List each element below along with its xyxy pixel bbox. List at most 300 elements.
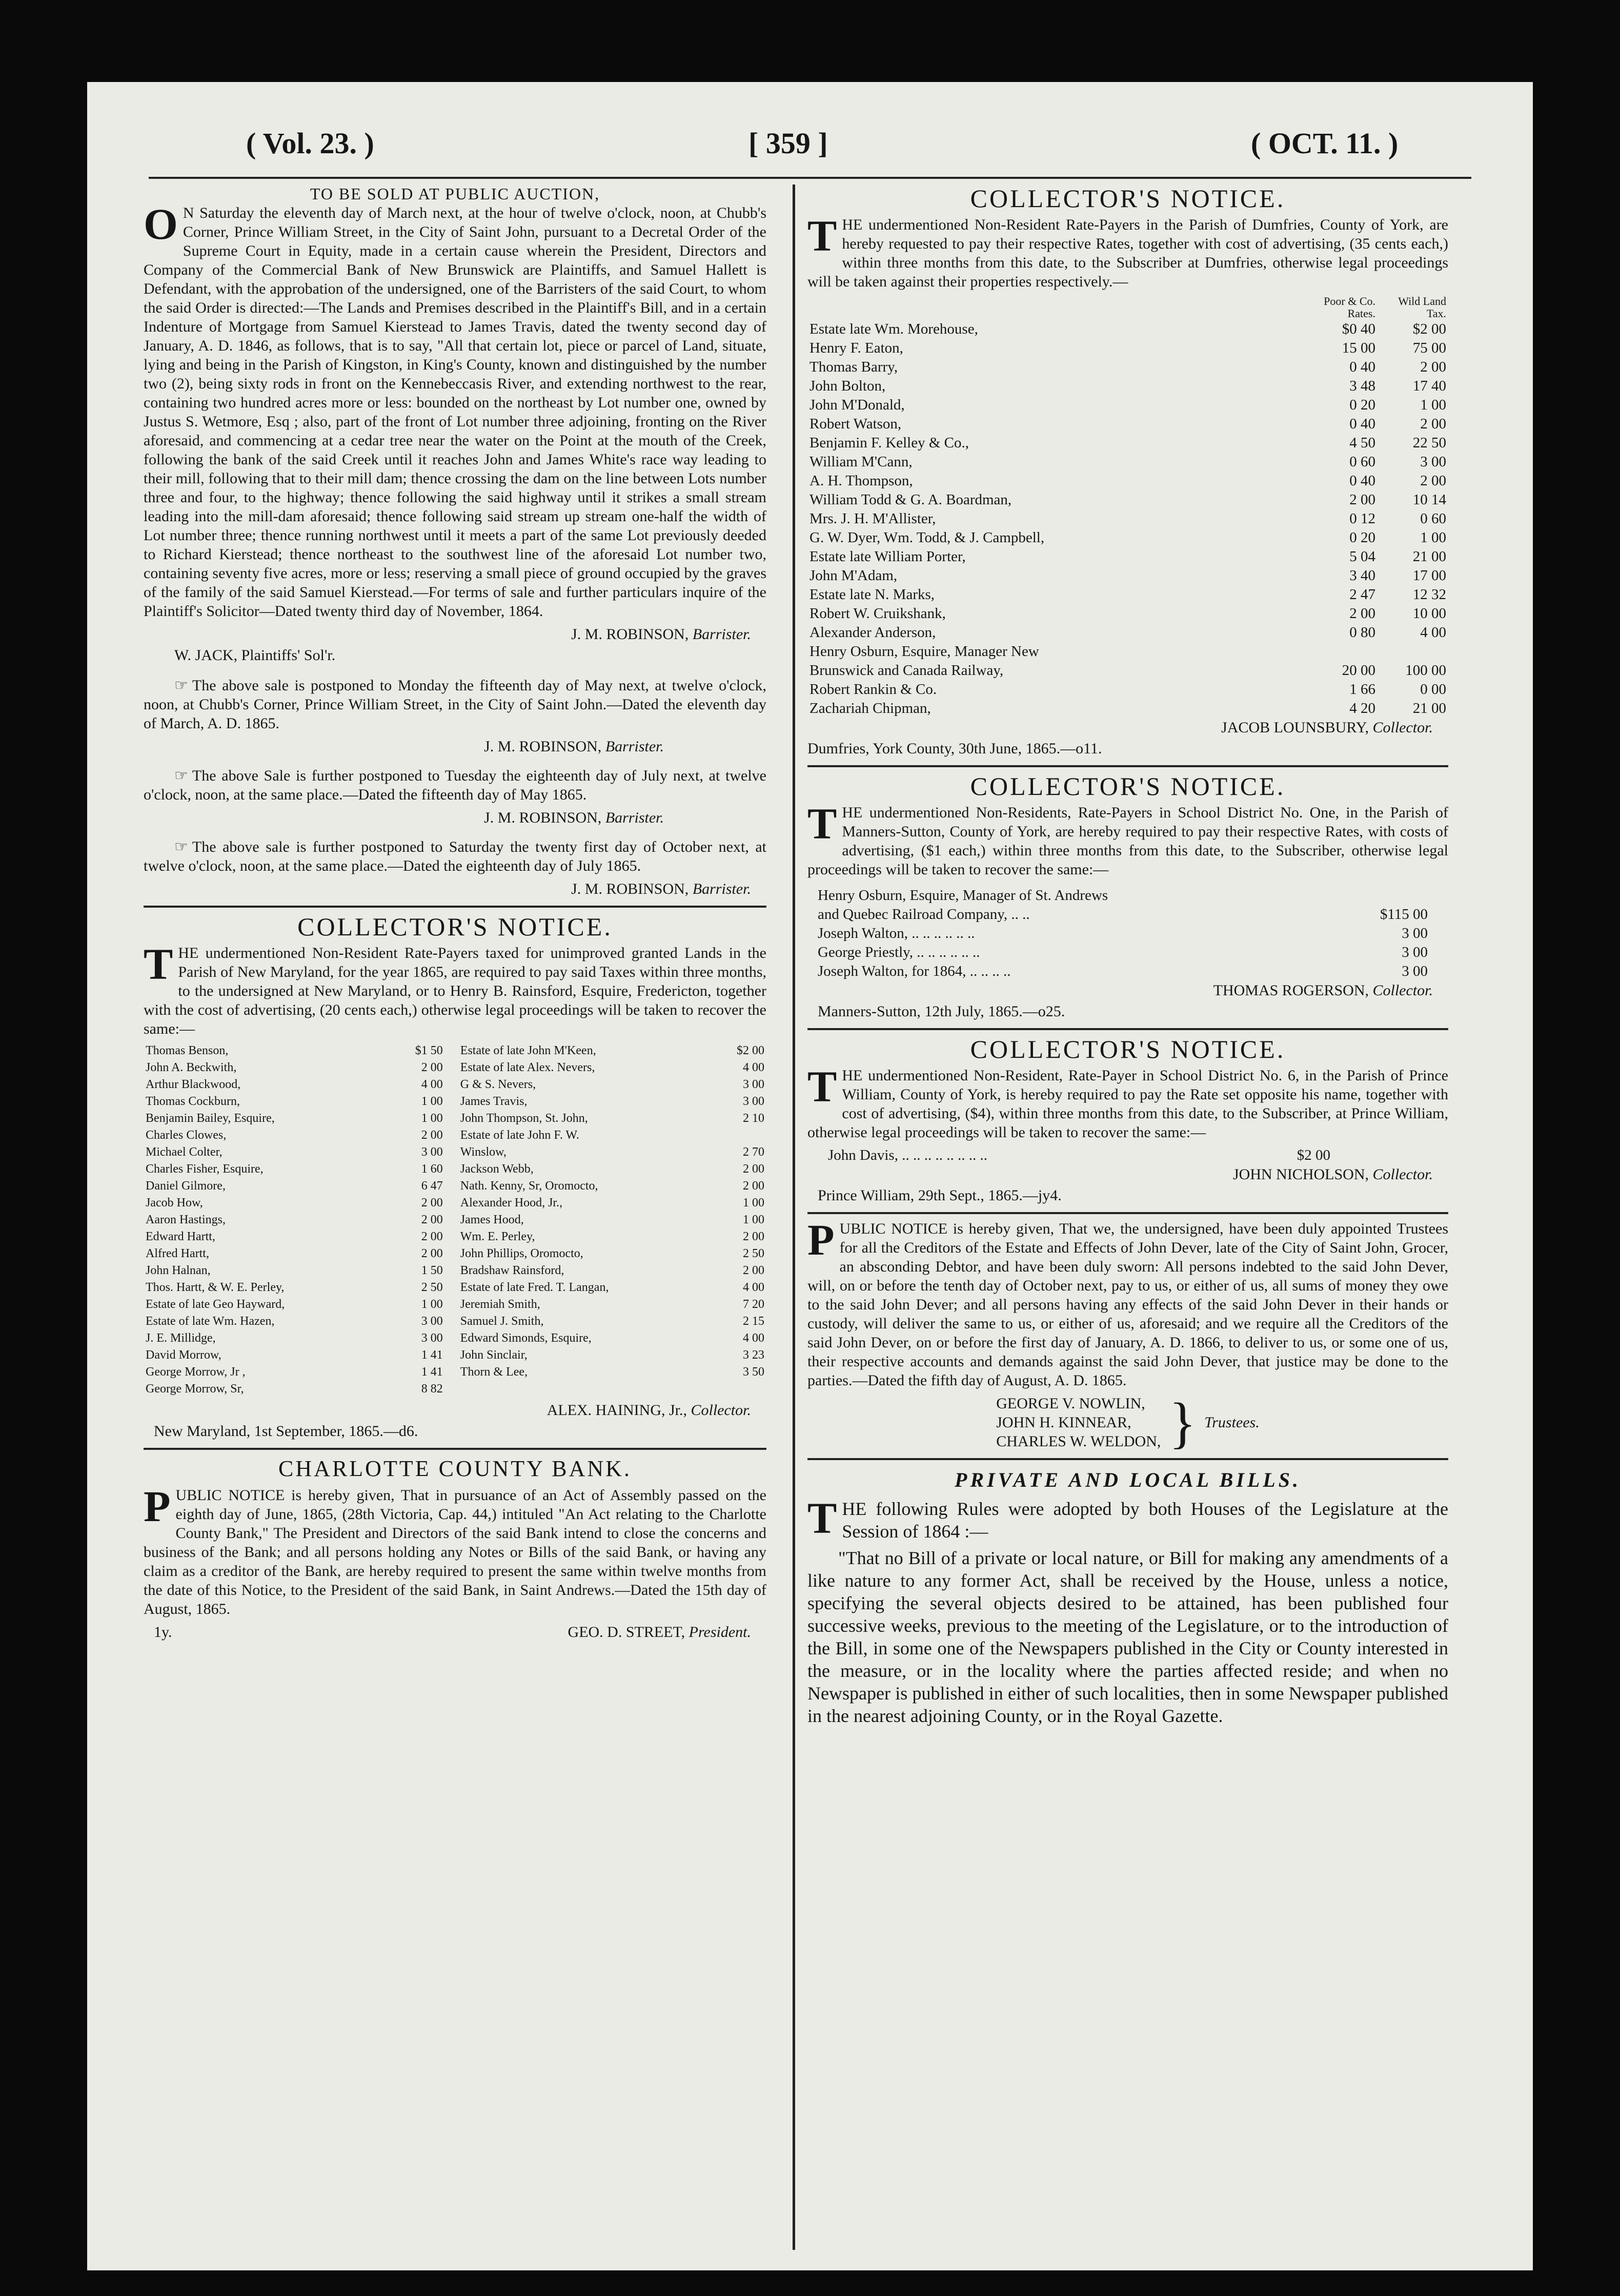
table-row xyxy=(807,1146,1448,1165)
tax-amount: 2 00 xyxy=(743,1179,764,1193)
rate-payer-name: Henry Osburn, Esquire, Manager New xyxy=(809,643,1039,660)
rate-payer-name: Jackson Webb, xyxy=(460,1162,534,1176)
table-row xyxy=(144,1212,766,1228)
section-divider xyxy=(807,1458,1448,1460)
poor-rate: 0 20 xyxy=(1349,397,1375,413)
auction-body: ON Saturday the eleventh day of March next, at the hour of twelve o'clock, noon, at Chubb's Corner, Prince William Street, in the City of Saint John, pursuant to a Decretal Order of the Supreme Court in Equity, made in a certain cause wherein the President, Directors and Company of the Commercial Bank of New Brunswick are Plaintiffs, and Samuel Hallett is Defendant, with the approbation of the undersigned, one of the Barristers of the said Court, to whom the said Order is directed:—The Lands and Premises described in the Plaintiff's Bill, and in a certain Indenture of Mortgage from Samuel Kierstead to James Travis, dated the twenty second day of January, A. D. 1846, as follows, that is to say, "All that certain lot, piece or parcel of Land, situate, lying and being in the Parish of Kingston, in King's County, known and distinguished by the number two (2), being sixty rods in front on the Kennebeccasis River, and extending northwest to the rear, containing two hundred acres more or less: bounded on the northeast by Lot number one, owned by Justus S. Wetmore, Esq ; also, part of the front of Lot number three adjoining, fronting on the River aforesaid, and commencing at a cedar tree near the water on the Point at the mouth of the Creek, following the bank of the said Creek until it reaches John and James White's race way leading to their mill, following that to their mill dam; thence crossing the dam on the line between Lots number three and four, to the highway; thence following the said highway until it strikes a small stream leading into the mill-dam aforesaid; thence following said stream up stream one-half the width of Lot number three; thence running northwest until it meets a part of the same Lot previously deeded to Richard Kierstead; thence northeast to the southwest line of the aforesaid Lot number two, containing seventy five acres, more or less; reserving a small piece of ground occupied by the graves of the family of the said Samuel Kierstead.—For terms of sale and further particulars inquire of the Plaintiff's Solicitor—Dated twenty third day of November, 1864. xyxy=(144,199,766,620)
wild-land-tax: 21 00 xyxy=(1412,700,1446,716)
wild-land-tax: 3 00 xyxy=(1420,454,1446,470)
wild-land-tax: 0 60 xyxy=(1420,510,1446,527)
rate-payer-name: Wm. E. Perley, xyxy=(460,1230,535,1243)
private-bills-notice xyxy=(807,1470,1448,1727)
rate-payer-name: Bradshaw Rainsford, xyxy=(460,1264,564,1277)
rate-payer-name: Mrs. J. H. M'Allister, xyxy=(809,510,936,527)
poor-rate: 2 00 xyxy=(1349,605,1375,622)
rate-payer-name: Zachariah Chipman, xyxy=(809,700,931,716)
rate-payer-name: Benjamin Bailey, Esquire, xyxy=(146,1112,275,1125)
manners-sutton-dateline: Manners-Sutton, 12th July, 1865.—o25. xyxy=(818,1003,1065,1020)
rate-payer-name: Jacob How, xyxy=(146,1196,203,1210)
wild-land-tax: 1 00 xyxy=(1420,529,1446,546)
section-divider xyxy=(144,1448,766,1450)
poor-rate: 3 48 xyxy=(1349,378,1375,394)
wild-land-tax: 0 00 xyxy=(1420,681,1446,698)
postponement-1 xyxy=(144,676,766,733)
wild-land-tax: 10 14 xyxy=(1412,491,1446,508)
wild-land-tax: 2 00 xyxy=(1420,416,1446,432)
signer-title: President. xyxy=(688,1624,751,1641)
wild-land-tax: 2 00 xyxy=(1420,359,1446,375)
signer-name: JACOB LOUNSBURY, xyxy=(1221,719,1369,736)
new-maryland-signature xyxy=(144,1401,751,1420)
rate-amount: 3 00 xyxy=(1402,963,1428,979)
rate-payer-name: Edward Simonds, Esquire, xyxy=(460,1331,592,1345)
poor-rate: 15 00 xyxy=(1342,340,1375,356)
signer-title: Collector. xyxy=(1372,982,1433,999)
tax-amount: 1 00 xyxy=(743,1213,764,1226)
table-row xyxy=(807,490,1448,509)
prince-william-dateline: Prince William, 29th Sept., 1865.—jy4. xyxy=(818,1187,1062,1204)
wild-land-tax: 2 00 xyxy=(1420,473,1446,489)
rate-payer-name: David Morrow, xyxy=(146,1348,221,1362)
table-row xyxy=(807,680,1448,699)
rate-payer-name: Charles Clowes, xyxy=(146,1129,227,1142)
manners-sutton-body: THE undermentioned Non-Residents, Rate-Payers in School District No. One, in the Parish of Manners-Sutton, County of York, are hereby required to pay their respective Rates, with costs of advertising, ($1 each,) within three months from this date, to the Subscriber, otherwise legal proceedings will be taken to recover the same:— xyxy=(807,799,1448,878)
table-row xyxy=(144,1144,766,1161)
table-row xyxy=(807,661,1448,680)
poor-rate: 2 00 xyxy=(1349,491,1375,508)
table-row xyxy=(807,699,1448,718)
pointing-hand-icon: ☞ xyxy=(174,677,188,694)
private-bills-intro: THE following Rules were adopted by both Houses of the Legislature at the Session of 1864 :— xyxy=(807,1493,1448,1543)
table-row xyxy=(144,1042,766,1059)
table-row xyxy=(144,1178,766,1195)
tax-amount: 6 47 xyxy=(421,1179,443,1193)
section-divider xyxy=(807,1212,1448,1214)
rate-amount: $2 00 xyxy=(1297,1147,1330,1163)
tax-amount: 2 10 xyxy=(743,1112,764,1125)
manners-sutton-signature xyxy=(807,981,1433,1000)
new-maryland-dateline: New Maryland, 1st September, 1865.—d6. xyxy=(154,1423,418,1440)
signer-name: THOMAS ROGERSON, xyxy=(1213,982,1369,999)
rate-payer-name: Arthur Blackwood, xyxy=(146,1078,241,1091)
brace-glyph: } xyxy=(1169,1391,1197,1454)
tax-amount: 2 00 xyxy=(421,1196,443,1210)
trustees-label: Trustees. xyxy=(1204,1414,1260,1431)
rate-amount: 3 00 xyxy=(1402,925,1428,941)
tax-amount: 1 00 xyxy=(421,1112,443,1125)
table-row xyxy=(807,434,1448,453)
signer-name: J. M. ROBINSON, xyxy=(571,626,689,643)
rate-payer-name: James Travis, xyxy=(460,1095,528,1108)
postponement-3-signature xyxy=(144,879,751,898)
rate-amount: $115 00 xyxy=(1380,906,1428,922)
trustee-list xyxy=(996,1394,1161,1451)
rate-payer-name: Charles Fisher, Esquire, xyxy=(146,1162,264,1176)
poor-rate xyxy=(1307,642,1378,661)
poor-rate: $0 40 xyxy=(1342,321,1375,337)
rate-payer-name: Robert Watson, xyxy=(809,416,902,432)
table-row xyxy=(144,1381,766,1398)
postponement-1-signature xyxy=(144,737,664,756)
table-row xyxy=(807,943,1448,962)
new-maryland-title: COLLECTOR'S NOTICE. xyxy=(297,912,613,941)
rate-payer-name: Thomas Barry, xyxy=(809,359,898,375)
tax-amount: 2 70 xyxy=(743,1145,764,1159)
table-row xyxy=(144,1059,766,1076)
rate-payer-name: Michael Colter, xyxy=(146,1145,222,1159)
table-row xyxy=(807,924,1448,943)
tax-amount: 3 00 xyxy=(743,1095,764,1108)
table-row xyxy=(144,1228,766,1245)
wild-land-tax: 1 00 xyxy=(1420,397,1446,413)
trustees-block xyxy=(807,1391,1448,1454)
wild-land-tax: 100 00 xyxy=(1405,662,1446,679)
blank-header xyxy=(807,295,1307,320)
tax-amount: 3 23 xyxy=(743,1348,764,1362)
table-row xyxy=(144,1110,766,1127)
rate-payer-name: John Phillips, Oromocto, xyxy=(460,1247,583,1260)
charlotte-bank-body: PUBLIC NOTICE is hereby given, That in pursuance of an Act of Assembly passed on the eighth day of June, 1865, (28th Victoria, Cap. 44,) intituled "An Act relating to the Charlotte County Bank," The President and Directors of the said Bank intend to close the concerns and business of the Bank; and all persons holding any Notes or Bills of the said Bank, or having any claim as a creditor of the Bank, are hereby required to present the same within twelve months from the date of this Notice, to the President of the said Bank, in Saint Andrews.—Dated the 15th day of August, 1865. xyxy=(144,1482,766,1617)
volume-label: ( Vol. 23. ) xyxy=(246,127,374,160)
table-row xyxy=(144,1364,766,1381)
table-row xyxy=(144,1127,766,1144)
table-row xyxy=(144,1262,766,1279)
tax-amount: 2 00 xyxy=(421,1213,443,1226)
poor-rate: 4 50 xyxy=(1349,435,1375,451)
table-row xyxy=(807,623,1448,642)
rate-payer-name: Estate late N. Marks, xyxy=(809,586,935,603)
rate-payer-name: William M'Cann, xyxy=(809,454,913,470)
poor-rate: 5 04 xyxy=(1349,548,1375,565)
table-row xyxy=(807,547,1448,566)
tax-amount: 1 41 xyxy=(421,1365,443,1379)
table-row xyxy=(144,1195,766,1212)
private-bills-title: PRIVATE AND LOCAL BILLS. xyxy=(955,1468,1301,1491)
rate-payer-name: Robert Rankin & Co. xyxy=(809,681,937,698)
rate-payer-name: Joseph Walton, for 1864, .. .. .. .. xyxy=(818,963,1011,979)
rate-payer-name: Estate of late Fred. T. Langan, xyxy=(460,1281,609,1294)
rate-payer-name: Estate of late Alex. Nevers, xyxy=(460,1061,595,1074)
rate-payer-name: Estate of late John M'Keen, xyxy=(460,1044,596,1057)
signer-name: ALEX. HAINING, Jr., xyxy=(546,1402,687,1419)
postponement-text: The above sale is postponed to Monday the fifteenth day of May next, at twelve o'clock, noon, at Chubb's Corner, Prince William Street, in the City of Saint John.—Dated the eleventh day of March, A. D. 1865. xyxy=(144,677,766,732)
dumfries-dateline: Dumfries, York County, 30th June, 1865.—o11. xyxy=(807,740,1102,757)
tax-amount: 1 41 xyxy=(421,1348,443,1362)
rate-payer-name: Estate of late John F. W. xyxy=(460,1129,579,1142)
wild-land-tax: $2 00 xyxy=(1412,321,1446,337)
tax-amount: 2 00 xyxy=(421,1129,443,1142)
table-row xyxy=(144,1245,766,1262)
table-row xyxy=(807,377,1448,396)
table-row xyxy=(807,471,1448,490)
dever-body: PUBLIC NOTICE is hereby given, That we, the undersigned, have been duly appointed Trustees for all the Creditors of the Estate and Effects of John Dever, late of the City of Saint John, Grocer, an absconding Debtor, and have been duly sworn: All persons indebted to the said John Dever, will, on or before the tenth day of October next, pay to us, or either of us, all sums of money they owe to the said John Dever; and all persons having any effects of the said John Dever in their hands or custody, will deliver the same to us, or either of us, aforesaid; and we require all the Creditors of the said John Dever, on or before the first day of January, A. D. 1866, to deliver to us, or some one of us, their respective accounts and demands against the said John Dever, that justice may be done to the parties.—Dated the fifth day of August, A. D. 1865. xyxy=(807,1215,1448,1389)
new-maryland-table xyxy=(144,1042,766,1398)
trustee-name: GEORGE V. NOWLIN, xyxy=(996,1395,1145,1412)
table-row xyxy=(807,415,1448,434)
tax-amount: 3 00 xyxy=(421,1145,443,1159)
signer-name: J. M. ROBINSON, xyxy=(484,738,602,755)
rate-payer-name: John Davis, .. .. .. .. .. .. .. .. xyxy=(828,1147,987,1163)
rate-payer-name: Alexander Hood, Jr., xyxy=(460,1196,563,1210)
table-row xyxy=(807,642,1448,661)
table-row xyxy=(807,566,1448,585)
rate-payer-name: Jeremiah Smith, xyxy=(460,1298,540,1311)
poor-rate: 0 12 xyxy=(1349,510,1375,527)
manners-sutton-table xyxy=(807,886,1448,981)
rate-payer-name: Estate late Wm. Morehouse, xyxy=(809,321,978,337)
tax-amount: 3 50 xyxy=(743,1365,764,1379)
poor-rates-header: Poor & Co. Rates. xyxy=(1324,295,1375,320)
solicitor: W. JACK, Plaintiffs' Sol'r. xyxy=(174,647,336,664)
rate-payer-name: Henry Osburn, Esquire, Manager of St. Andrews xyxy=(818,887,1108,904)
charlotte-bank-title: CHARLOTTE COUNTY BANK. xyxy=(278,1456,632,1481)
poor-rate: 0 80 xyxy=(1349,624,1375,641)
signer-name: J. M. ROBINSON, xyxy=(484,809,602,826)
tax-amount: 2 50 xyxy=(743,1247,764,1260)
rate-payer-name: Estate of late Wm. Hazen, xyxy=(146,1315,275,1328)
trustee-name: CHARLES W. WELDON, xyxy=(996,1433,1161,1450)
rate-payer-name: John Sinclair, xyxy=(460,1348,528,1362)
table-row xyxy=(807,962,1448,981)
table-row xyxy=(144,1093,766,1110)
signer-title: Collector. xyxy=(1372,1166,1433,1183)
postponement-2-signature xyxy=(144,808,664,827)
signer-name: J. M. ROBINSON, xyxy=(571,880,689,897)
section-divider xyxy=(144,906,766,908)
rate-payer-name: Estate late William Porter, xyxy=(809,548,966,565)
tax-amount: 4 00 xyxy=(421,1078,443,1091)
new-maryland-notice xyxy=(144,913,766,1441)
rate-payer-name: Brunswick and Canada Railway, xyxy=(809,662,1004,679)
rate-payer-name: George Morrow, Jr , xyxy=(146,1365,246,1379)
manners-sutton-notice xyxy=(807,772,1448,1021)
right-column xyxy=(807,184,1448,1731)
wild-land-header: Wild Land Tax. xyxy=(1398,295,1446,320)
tax-amount: 2 00 xyxy=(743,1230,764,1243)
tax-amount: 2 00 xyxy=(743,1264,764,1277)
tax-amount: 1 00 xyxy=(421,1298,443,1311)
table-row xyxy=(807,585,1448,604)
rate-payer-name: Thorn & Lee, xyxy=(460,1365,528,1379)
wild-land-tax: 21 00 xyxy=(1412,548,1446,565)
table-row xyxy=(807,320,1448,339)
dumfries-body: THE undermentioned Non-Resident Rate-Payers in the Parish of Dumfries, County of York, are hereby requested to pay their respective Rates, together with cost of advertising, (35 cents each,) within three months from this date, to the Subscriber at Dumfries, otherwise legal proceedings will be taken against their properties respectively.— xyxy=(807,211,1448,290)
auction-signature xyxy=(144,625,751,644)
signer-title: Collector. xyxy=(691,1402,751,1419)
wild-land-tax: 22 50 xyxy=(1412,435,1446,451)
rate-payer-name: Benjamin F. Kelley & Co., xyxy=(809,435,969,451)
auction-notice xyxy=(144,184,766,898)
rate-payer-name: Joseph Walton, .. .. .. .. .. .. xyxy=(818,925,975,941)
tax-amount xyxy=(713,1381,766,1398)
wild-land-tax: 10 00 xyxy=(1412,605,1446,622)
private-bills-rule: "That no Bill of a private or local nature, or Bill for making any amendments of a like nature to any former Act, shall be received by the House, unless a notice, specifying the several objects desired to be attained, has been published four successive weeks, previous to the meeting of the Legislature, or to the introduction of the Bill, in some one of the Newspapers published in the City or County interested in the measure, or in the locality where the parties affected reside; and when no Newspaper is published in either of such localities, then in some Newspaper published in the nearest adjoining County, or in the Royal Gazette. xyxy=(807,1548,1448,1726)
trustee-name: JOHN H. KINNEAR, xyxy=(996,1414,1131,1431)
tax-amount: 1 50 xyxy=(421,1264,443,1277)
tax-amount: $1 50 xyxy=(415,1044,443,1057)
manners-sutton-title: COLLECTOR'S NOTICE. xyxy=(970,772,1286,801)
poor-rate: 0 40 xyxy=(1349,473,1375,489)
dumfries-table xyxy=(807,295,1448,718)
rate-payer-name: George Priestly, .. .. .. .. .. .. xyxy=(818,944,980,960)
prince-william-title: COLLECTOR'S NOTICE. xyxy=(970,1035,1286,1063)
rate-payer-name: Winslow, xyxy=(460,1145,507,1159)
section-divider xyxy=(807,1028,1448,1030)
rate-payer-name: and Quebec Railroad Company, .. .. xyxy=(818,906,1030,922)
dumfries-title: COLLECTOR'S NOTICE. xyxy=(970,184,1286,213)
tax-amount: 4 00 xyxy=(743,1331,764,1345)
signer-title: Barrister. xyxy=(692,626,751,643)
table-row xyxy=(144,1076,766,1093)
rate-payer-name: Samuel J. Smith, xyxy=(460,1315,544,1328)
left-column xyxy=(144,184,766,1642)
rate-payer-name: Edward Hartt, xyxy=(146,1230,215,1243)
table-row xyxy=(807,528,1448,547)
prince-william-signature xyxy=(807,1165,1433,1184)
tax-amount: 3 00 xyxy=(743,1078,764,1091)
rate-payer-name: Alexander Anderson, xyxy=(809,624,936,641)
prince-william-table xyxy=(807,1146,1448,1165)
poor-rate: 4 20 xyxy=(1349,700,1375,716)
wild-land-tax: 12 32 xyxy=(1412,586,1446,603)
rate-payer-name: G & S. Nevers, xyxy=(460,1078,536,1091)
tax-amount: 1 00 xyxy=(743,1196,764,1210)
rate-payer-name: J. E. Millidge, xyxy=(146,1331,216,1345)
signer-title: Collector. xyxy=(1372,719,1433,736)
signer-name: JOHN NICHOLSON, xyxy=(1232,1166,1369,1183)
wild-land-tax xyxy=(1378,642,1448,661)
poor-rate: 1 66 xyxy=(1349,681,1375,698)
tax-amount: 4 00 xyxy=(743,1061,764,1074)
wild-land-tax: 4 00 xyxy=(1420,624,1446,641)
newspaper-page xyxy=(87,82,1533,2270)
rate-payer-name: John M'Adam, xyxy=(809,567,898,584)
tax-amount: 1 00 xyxy=(421,1095,443,1108)
section-divider xyxy=(807,765,1448,767)
page-number: [ 359 ] xyxy=(748,127,828,160)
auction-title: TO BE SOLD AT PUBLIC AUCTION, xyxy=(310,184,600,203)
rate-payer-name: William Todd & G. A. Boardman, xyxy=(809,491,1012,508)
new-maryland-body: THE undermentioned Non-Resident Rate-Payers taxed for unimproved granted Lands in the Parish of New Maryland, for the year 1865, are required to pay said Taxes within three months, to the undersigned at New Maryland, or to Henry B. Rainsford, Esquire, Fredericton, together with the cost of advertising, (20 cents each,) otherwise legal proceedings will be taken to recover the same:— xyxy=(144,939,766,1037)
rate-payer-name: John M'Donald, xyxy=(809,397,905,413)
tax-amount: 2 15 xyxy=(743,1315,764,1328)
wild-land-tax: 75 00 xyxy=(1412,340,1446,356)
postponement-text: The above sale is further postponed to Saturday the twenty first day of October next, at twelve o'clock, noon, at the same place.—Dated the eighteenth day of July 1865. xyxy=(144,838,766,874)
poor-rate: 0 40 xyxy=(1349,359,1375,375)
rate-payer-name: Thos. Hartt, & W. E. Perley, xyxy=(146,1281,285,1294)
table-row xyxy=(144,1347,766,1364)
table-row xyxy=(807,886,1448,905)
tax-amount: 2 00 xyxy=(421,1230,443,1243)
rate-payer-name: A. H. Thompson, xyxy=(809,473,913,489)
tax-amount: 1 60 xyxy=(421,1162,443,1176)
poor-rate: 20 00 xyxy=(1342,662,1375,679)
tax-amount: 7 20 xyxy=(743,1298,764,1311)
signer-name: GEO. D. STREET, xyxy=(568,1624,685,1641)
rate-payer-name: Estate of late Geo Hayward, xyxy=(146,1298,285,1311)
issue-date: ( OCT. 11. ) xyxy=(1251,127,1399,160)
postponement-3 xyxy=(144,837,766,875)
tax-amount: 2 50 xyxy=(421,1281,443,1294)
rate-payer-name: John Halnan, xyxy=(146,1264,211,1277)
tax-amount: 2 00 xyxy=(421,1247,443,1260)
charlotte-bank-footer xyxy=(154,1623,751,1642)
rate-payer-name: Thomas Benson, xyxy=(146,1044,229,1057)
poor-rate: 3 40 xyxy=(1349,567,1375,584)
rate-payer-name: John Thompson, St. John, xyxy=(460,1112,588,1125)
rate-payer-name: G. W. Dyer, Wm. Todd, & J. Campbell, xyxy=(809,529,1045,546)
tax-amount: 4 00 xyxy=(743,1281,764,1294)
prince-william-notice xyxy=(807,1035,1448,1205)
table-row xyxy=(144,1313,766,1330)
table-row xyxy=(807,453,1448,471)
tax-amount: 3 00 xyxy=(421,1315,443,1328)
tax-amount: 2 00 xyxy=(421,1061,443,1074)
wild-land-tax: 17 00 xyxy=(1412,567,1446,584)
notice-code: 1y. xyxy=(154,1624,172,1641)
rate-payer-name: Aaron Hastings, xyxy=(146,1213,226,1226)
signer-title: Barrister. xyxy=(605,738,664,755)
rate-payer-name: John Bolton, xyxy=(809,378,886,394)
pointing-hand-icon: ☞ xyxy=(174,767,188,784)
tax-amount: 2 00 xyxy=(743,1162,764,1176)
rate-payer-name: Daniel Gilmore, xyxy=(146,1179,226,1193)
rate-payer-name: Thomas Cockburn, xyxy=(146,1095,240,1108)
dever-trustees-notice xyxy=(807,1215,1448,1454)
table-row xyxy=(807,339,1448,358)
charlotte-bank-signature xyxy=(568,1623,751,1642)
rate-payer-name: Alfred Hartt, xyxy=(146,1247,209,1260)
table-row xyxy=(807,905,1448,924)
dumfries-signature xyxy=(807,718,1433,737)
table-row xyxy=(144,1330,766,1347)
poor-rate: 0 60 xyxy=(1349,454,1375,470)
rate-amount: 3 00 xyxy=(1402,944,1428,960)
tax-amount: 3 00 xyxy=(421,1331,443,1345)
rate-payer-name xyxy=(458,1381,714,1398)
signer-title: Barrister. xyxy=(605,809,664,826)
charlotte-bank-notice xyxy=(144,1455,766,1642)
prince-william-body: THE undermentioned Non-Resident, Rate-Payer in School District No. 6, in the Parish of Prince William, County of York, is hereby required to pay the Rate set opposite his name, together with cost of advertising, ($4), within three months from this date, to the Subscriber, at Prince William, otherwise legal proceedings will be taken to recover the same:— xyxy=(807,1062,1448,1141)
table-row xyxy=(807,396,1448,415)
header-rule xyxy=(149,177,1471,179)
signer-title: Barrister. xyxy=(692,880,751,897)
tax-amount: $2 00 xyxy=(737,1044,764,1057)
poor-rate: 0 40 xyxy=(1349,416,1375,432)
rate-payer-name: John A. Beckwith, xyxy=(146,1061,237,1074)
postponement-2 xyxy=(144,766,766,804)
rate-payer-name: Henry F. Eaton, xyxy=(809,340,903,356)
column-divider xyxy=(793,184,795,2250)
table-row xyxy=(144,1279,766,1296)
table-row xyxy=(807,509,1448,528)
table-row xyxy=(807,604,1448,623)
dumfries-notice xyxy=(807,184,1448,758)
pointing-hand-icon: ☞ xyxy=(174,838,188,855)
rate-amount xyxy=(1327,886,1448,905)
table-row xyxy=(144,1161,766,1178)
wild-land-tax: 17 40 xyxy=(1412,378,1446,394)
table-row xyxy=(144,1296,766,1313)
rate-payer-name: Nath. Kenny, Sr, Oromocto, xyxy=(460,1179,598,1193)
rate-payer-name: James Hood, xyxy=(460,1213,524,1226)
tax-amount xyxy=(713,1127,766,1144)
poor-rate: 2 47 xyxy=(1349,586,1375,603)
rate-payer-name: George Morrow, Sr, xyxy=(146,1382,244,1396)
tax-amount: 8 82 xyxy=(421,1382,443,1396)
rate-payer-name: Robert W. Cruikshank, xyxy=(809,605,946,622)
postponement-text: The above Sale is further postponed to Tuesday the eighteenth day of July next, at twelve o'clock, noon, at the same place.—Dated the fifteenth day of May 1865. xyxy=(144,767,766,803)
